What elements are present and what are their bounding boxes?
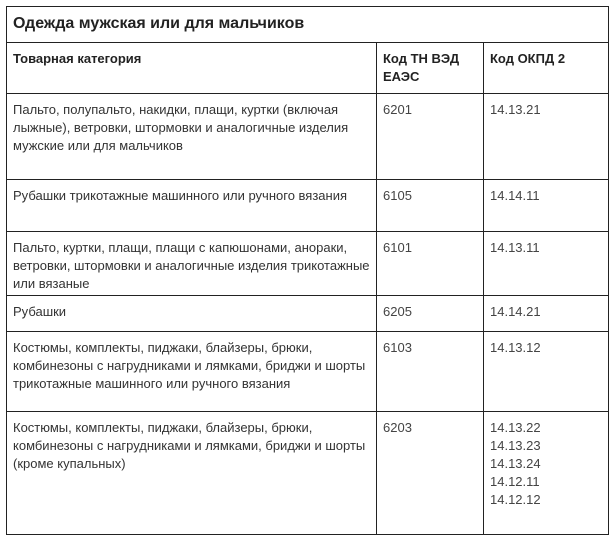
okpd-cell: [484, 296, 609, 332]
header-okpd: Код ОКПД 2: [484, 43, 609, 94]
okpd-cell: [484, 94, 609, 180]
category-cell: Костюмы, комплекты, пиджаки, блайзеры, брюки, комбинезоны с нагрудниками и лямками, бриджи и шорты (кроме купальных): [7, 412, 377, 535]
header-tnved: Код ТН ВЭД ЕАЭС: [377, 43, 484, 94]
okpd-code: 14.14.11: [490, 188, 540, 203]
okpd-code: 14.13.11: [490, 240, 540, 255]
clothing-codes-table: [6, 6, 609, 535]
table-row: [7, 180, 609, 232]
tnved-cell: 6101: [377, 232, 484, 296]
category-text: Пальто, полупальто, накидки, плащи, куртки (включая лыжные), ветровки, штормовки и аналогичные изделия мужские или для мальчиков: [13, 102, 349, 153]
okpd-cell: [484, 412, 609, 535]
okpd-cell: [484, 232, 609, 296]
header-category: Товарная категория: [7, 43, 377, 94]
category-cell: Пальто, куртки, плащи, плащи с капюшонами, анораки, ветровки, штормовки и аналогичные изделия трикотажные или вязаные: [7, 232, 377, 296]
okpd-code: 14.13.12: [490, 340, 541, 355]
tnved-cell: 6203: [377, 412, 484, 535]
okpd-cell: [484, 180, 609, 232]
okpd-code: 14.14.21: [490, 304, 541, 319]
table-title: Одежда мужская или для мальчиков: [7, 7, 609, 43]
okpd-code: 14.13.22: [490, 420, 541, 435]
table-row: [7, 296, 609, 332]
table-row: [7, 412, 609, 535]
table-row: [7, 232, 609, 296]
category-cell: Костюмы, комплекты, пиджаки, блайзеры, брюки, комбинезоны с нагрудниками и лямками, бриджи и шорты трикотажные машинного или ручного вязания: [7, 332, 377, 412]
tnved-cell: 6205: [377, 296, 484, 332]
okpd-cell: [484, 332, 609, 412]
header-row: [7, 43, 609, 94]
tnved-cell: 6105: [377, 180, 484, 232]
category-cell: [7, 94, 377, 180]
okpd-code: 14.13.24: [490, 456, 541, 471]
okpd-code: 14.12.12: [490, 492, 541, 507]
okpd-code: 14.13.23: [490, 438, 541, 453]
category-cell: Рубашки: [7, 296, 377, 332]
table-row: [7, 94, 609, 180]
category-cell: Рубашки трикотажные машинного или ручного вязания: [7, 180, 377, 232]
okpd-code: 14.12.11: [490, 474, 540, 489]
title-row: [7, 7, 609, 43]
table-row: [7, 332, 609, 412]
tnved-cell: 6201: [377, 94, 484, 180]
tnved-cell: 6103: [377, 332, 484, 412]
okpd-code: 14.13.21: [490, 102, 541, 117]
